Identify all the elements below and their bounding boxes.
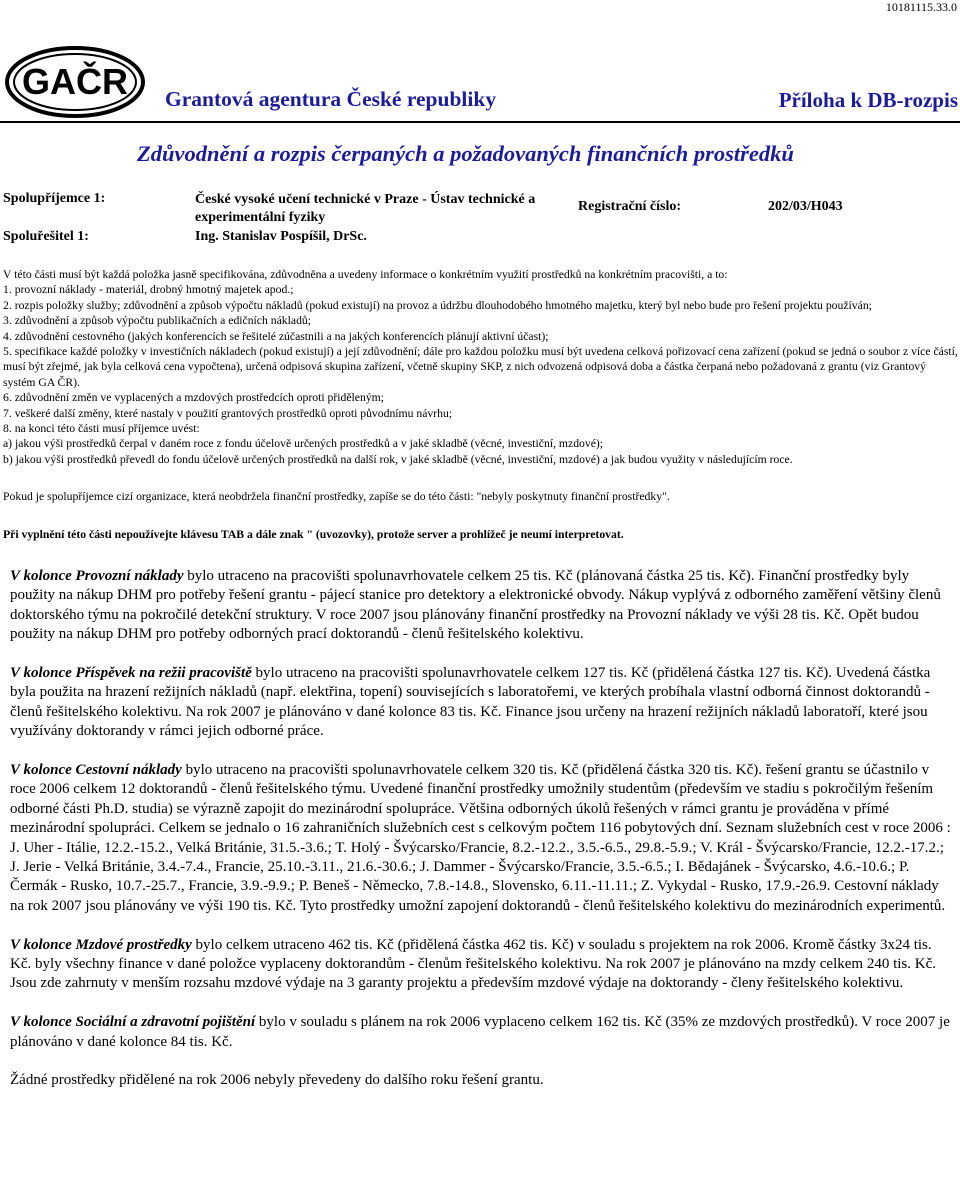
instruction-line: a) jakou výši prostředků čerpal v daném roce z fondu účelově určených prostředků a v jaké skladbě (věcné, investiční, mzdové); bbox=[3, 437, 604, 451]
note-text: Pokud je spolupříjemce cizí organizace, která neobdržela finanční prostředky, zapíše se do této části: "nebyly poskytnuty finanční prostředky". bbox=[3, 490, 670, 503]
logo-text: GAČR bbox=[22, 61, 128, 102]
instruction-line: 7. veškeré další změny, které nastaly v použití grantových prostředků oproti původnímu návrhu; bbox=[3, 406, 453, 420]
paragraph-operating-costs bbox=[10, 567, 956, 645]
instruction-line: 8. na konci této části musí příjemce uvést: bbox=[3, 422, 200, 436]
appendix-label: Příloha k DB-rozpis bbox=[778, 88, 958, 112]
cosolver-value: Ing. Stanislav Pospíšil, DrSc. bbox=[195, 229, 367, 244]
paragraph-lead: V kolonce Cestovní náklady bbox=[10, 762, 182, 779]
gacr-logo bbox=[4, 44, 146, 120]
paragraph-lead: V kolonce Sociální a zdravotní pojištění bbox=[10, 1014, 256, 1031]
paragraph-text: bylo celkem utraceno 462 tis. Kč (přidělená částka 462 tis. Kč) v souladu s projektem na rok 2006. Kromě částky 3x24 tis. Kč. byly všechny finance v dané položce vyplaceny doktorandům - členům řešitelského kolektivu. Na rok 2007 je plánováno na mzdy celkem 240 tis. Kč. Jsou zde zahrnuty v menším rozsahu mzdové výdaje na 3 garanty projektu a především mzdové výdaje na doktorandy - členy řešitelského kolektivu. bbox=[10, 936, 936, 992]
paragraph-lead: V kolonce Příspěvek na režii pracoviště bbox=[10, 665, 252, 682]
agency-name: Grantová agentura České republiky bbox=[165, 87, 497, 111]
instruction-line: 1. provozní náklady - materiál, drobný hmotný majetek apod.; bbox=[3, 283, 294, 297]
instruction-line: 3. zdůvodnění a způsob výpočtu publikačních a edičních nákladů; bbox=[3, 314, 312, 328]
paragraph-insurance bbox=[10, 1013, 956, 1052]
document-id: 10181115.33.0 bbox=[885, 0, 957, 14]
instruction-line: V této části musí být každá položka jasně specifikována, zdůvodněna a uvedeny informace o konkrétním využití prostředků na konkrétním pracovišti, a to: bbox=[3, 268, 728, 281]
instruction-line: 2. rozpis položky služby; zdůvodnění a způsob výpočtu nákladů (pokud existují) na provoz a údržbu dlouhodobého hmotného majetku, který byl nebo bude pro řešení projektu používán; bbox=[3, 298, 872, 312]
cosolver-label: Spoluřešitel 1: bbox=[3, 229, 89, 244]
justification-body bbox=[10, 567, 956, 1091]
paragraph-text: bylo utraceno na pracovišti spolunavrhovatele celkem 127 tis. Kč (přidělená částka 127 tis. Kč). Uvedená částka byla použita na hrazení režijních nákladů (např. elektřina, topení) souvisejících s laboratořemi, ve kterých probíhala vlastní odborná činnost doktorandů - členů řešitelského kolektivu. Na rok 2007 je plánováno v dané kolonce 83 tis. Kč. Finance jsou určeny na hrazení režijních nákladů laboratoří, které jsou využívány doktorandy v rámci jejich odborné práce. bbox=[10, 665, 931, 740]
paragraph-text: Žádné prostředky přidělené na rok 2006 nebyly převedeny do dalšího roku řešení grantu. bbox=[10, 1072, 544, 1089]
registration-label: Registrační číslo: bbox=[578, 199, 682, 214]
paragraph-final-note bbox=[10, 1071, 956, 1090]
copartner-value: České vysoké učení technické v Praze - Ústav technické a experimentální fyziky bbox=[195, 192, 536, 225]
paragraph-wages bbox=[10, 936, 956, 994]
paragraph-travel-costs bbox=[10, 761, 956, 916]
paragraph-lead: V kolonce Mzdové prostředky bbox=[10, 936, 192, 953]
paragraph-lead: V kolonce Provozní náklady bbox=[10, 568, 184, 584]
paragraph-text: bylo utraceno na pracovišti spolunavrhovatele celkem 25 tis. Kč (plánovaná částka 25 tis. Kč). Finanční prostředky byly použity na nákup DHM pro potřeby řešení grantu - pájecí stanice pro detektory a elektronické obvody. Nákup vyplývá z odborného zaměření většiny členů doktorského týmu na pokročilé detekční struktury. V roce 2007 jsou plánovány finanční prostředky na Provozní náklady ve výši 28 tis. Kč. Opět budou použity na nákup DHM pro potřeby odborných prací doktorandů - členů řešitelského kolektivu. bbox=[10, 568, 941, 643]
header-divider bbox=[0, 121, 960, 123]
registration-number: 202/03/H043 bbox=[768, 199, 843, 214]
instruction-line: b) jakou výši prostředků převedl do fondu účelově určených prostředků na další rok, v jaké skladbě (věcné, investiční, mzdové) a jak budou využity v následujícím roce. bbox=[3, 452, 793, 466]
paragraph-text: bylo v souladu s plánem na rok 2006 vyplaceno celkem 162 tis. Kč (35% ze mzdových prostředků). V roce 2007 je plánováno v dané kolonce 84 tis. Kč. bbox=[10, 1014, 950, 1050]
warning-text: Při vyplnění této části nepoužívejte klávesu TAB a dále znak " (uvozovky), protože server a prohlížeč je neumí interpretovat. bbox=[3, 528, 624, 541]
instruction-line: 4. zdůvodnění cestovného (jakých konferencích se řešitelé zúčastnili a na jakých konferencích plánují aktivní účast); bbox=[3, 329, 549, 343]
paragraph-text: bylo utraceno na pracovišti spolunavrhovatele celkem 320 tis. Kč (přidělená částka 320 tis. Kč). řešení grantu se účastnilo v roce 2006 celkem 12 doktorandů - členů řešitelského týmu. Uvedené finanční prostředky umožnily studentům (především ve stadiu s pokročilým řešením odborné části Ph.D. studia) se výrazně zapojit do mezinárodní spolupráce. Většina odborných úkolů řešených v rámci grantu je prováděna v přímé mezinárodní spolupráci. Celkem se jednalo o 16 zahraničních služebních cest s celkovým počtem 116 pobytových dní. Seznam služebních cest v roce 2006 : J. Uher - Itálie, 12.2.-15.2., Velká Británie, 31.5.-3.6.; T. Holý - Švýcarsko/Francie, 8.2.-12.2., 3.5.-6.5., 29.8.-5.9.; V. Král - Švýcarsko/Francie, 12.2.-17.2.; J. Jerie - Velká Británie, 3.4.-7.4., Francie, 25.10.-3.11., 21.6.-30.6.; J. Dammer - Švýcarsko/Francie, 3.5.-6.5.; I. Bědajánek - Švýcarsko, 4.6.-10.6.; P. Čermák - Rusko, 10.7.-25.7., Francie, 3.9.-9.9.; P. Beneš - Německo, 7.8.-14.8., Slovensko, 6.11.-11.11.; Z. Vykydal - Rusko, 17.9.-26.9. Cestovní náklady na rok 2007 jsou plánovány ve výši 190 tis. Kč. Tyto prostředky umožní zapojení doktorandů - členů řešitelského kolektivu do mezinárodních experimentů. bbox=[10, 762, 951, 914]
paragraph-overhead bbox=[10, 664, 956, 742]
instructions-block bbox=[3, 267, 958, 467]
page-title: Zdůvodnění a rozpis čerpaných a požadovaných finančních prostředků bbox=[137, 141, 794, 166]
instruction-line: 5. specifikace každé položky v investičních nákladech (pokud existují) a její zdůvodnění; dále pro každou položku musí být uvedena celková pořizovací cena zařízení (pokud se jedná o soubor z více částí, musí být zřejmé, jak byla celková cena vypočtena), určená odpisová skupina zařízení, včetně skupiny SKP, z nich odvozená odpisová doba a částka čerpaná nebo požadovaná z grantu (viz Grantový systém GA ČR). bbox=[3, 345, 958, 389]
copartner-label: Spolupříjemce 1: bbox=[3, 191, 106, 206]
instruction-line: 6. zdůvodnění změn ve vyplacených a mzdových prostředcích oproti přiděleným; bbox=[3, 391, 385, 405]
